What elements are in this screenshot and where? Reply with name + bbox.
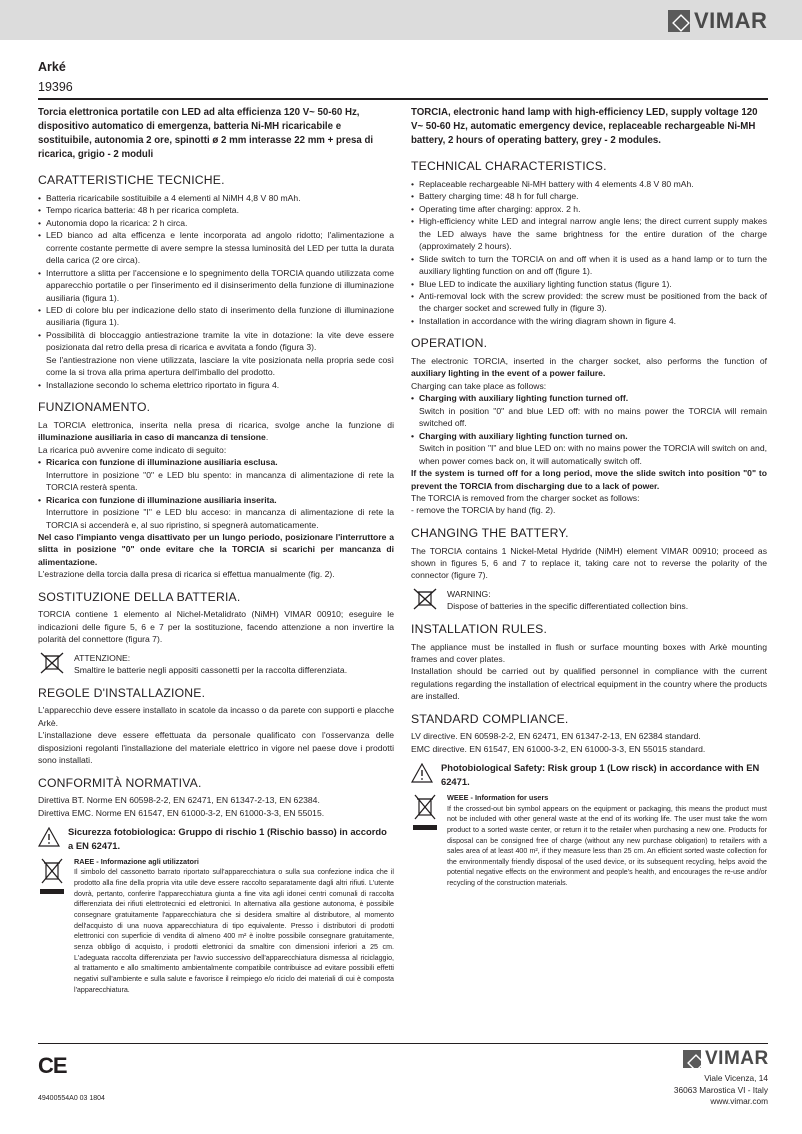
weee-notice [411, 793, 767, 889]
weee-title: WEEE - Information for users [447, 792, 549, 802]
list-item: • Ricarica con funzione di illuminazione ausiliaria inserita. [38, 494, 394, 506]
website-link[interactable]: www.vimar.com [710, 1096, 768, 1107]
brand-name: VIMAR [705, 1048, 769, 1069]
paragraph: The electronic TORCIA, inserted in the charger socket, also performs the function of auxiliary lighting in the event of a power failure. [411, 356, 767, 379]
list-item: • Charging with auxiliary lighting function turned off. [411, 392, 767, 404]
crossed-out-bin-icon [38, 652, 66, 674]
list-item: • Tempo ricarica batteria: 48 h per ricarica completa. [38, 204, 394, 216]
list-note: Interruttore in posizione "I" e LED blu acceso: in mancanza di alimentazione di rete la TORCIA si accenderà e, al suo ripristino, si spegnerà automaticamente. [46, 507, 394, 530]
list-item: • Interruttore a slitta per l'accensione e lo spegnimento della TORCIA quando utilizzata come apparecchio portatile o per l'inserimento ed il disinserimento della funzione di illuminazione ausiliaria (figura 1). [38, 267, 394, 304]
list-item: • Anti-removal lock with the screw provided: the screw must be positioned from the back of the charger socket and screwed fully in (figure 3). [411, 290, 767, 315]
weee-text: If the crossed-out bin symbol appears on the equipment or packaging, this means the product must not be included with other general waste at the end of its working life. The user must take the worn product to a sorted waste center, or return it to the retailer when purchasing a new one. Products for disposal can be consigned free of charge (without any new purchase obligation) to retailers with a sales area of at least 400 m², if they measure less than 25 cm. An efficient sorted waste collection for the environmentally friendly disposal of the used device, or its subsequent recycling, helps avoid the potential negative effects on the environment and people's health, and encourages the re-use and/or recycling of the construction materials. [447, 804, 767, 888]
warning-triangle-icon [38, 827, 60, 847]
section-title-battery-en: CHANGING THE BATTERY. [411, 525, 569, 540]
list-note: Interruttore in posizione "0" e LED blu spento: in mancanza di alimentazione di rete la TORCIA resterà spenta. [46, 469, 394, 493]
compliance-line: Direttiva EMC. Norme EN 61547, EN 61000-3-2, EN 61000-3-3, EN 55015. [38, 807, 325, 818]
divider [38, 98, 768, 100]
warning-text: Dispose of batteries in the specific differentiated collection bins. [447, 601, 689, 612]
divider [38, 1043, 768, 1044]
ce-mark: CE [38, 1053, 67, 1078]
document-code: 49400554A0 03 1804 [38, 1095, 105, 1102]
section-title-operation-en: OPERATION. [411, 336, 488, 351]
paragraph: - remove the TORCIA by hand (fig. 2). [411, 505, 556, 516]
list-item: • Blue LED to indicate the auxiliary lighting function status (figure 1). [411, 278, 767, 290]
raee-notice [38, 857, 394, 996]
brand-name: VIMAR [694, 8, 768, 33]
list-item: • LED di colore blu per indicazione dello stato di inserimento della funzione di illuminazione ausiliaria (figura 1). [38, 304, 394, 329]
compliance-line: LV directive. EN 60598-2-2, EN 62471, EN 61347-2-13, EN 62384 standard. [411, 731, 701, 742]
section-title-compliance-en: STANDARD COMPLIANCE. [411, 711, 569, 726]
product-name: Arké [38, 60, 66, 74]
list-item: • Ricarica con funzione di illuminazione ausiliaria esclusa. [38, 456, 394, 468]
paragraph: Charging can take place as follows: [411, 380, 547, 391]
photobio-notice [411, 761, 767, 788]
list-item: • Batteria ricaricabile sostituibile a 4 elementi al NiMH 4,8 V 80 mAh. [38, 192, 394, 204]
company-address [674, 1073, 768, 1108]
column-english [411, 106, 767, 889]
paragraph: L'installazione deve essere effettuata da personale qualificato con l'osservanza delle disposizioni regolanti l'installazione del materiale elettrico in vigore nel paese dove i prodotti sono installati. [38, 730, 394, 766]
list-item: • LED bianco ad alta efficenza e lente incorporata ad angolo ridotto; l'alimentazione a corrente costante permette di avere sempre la stessa luminosità del LED per tutta la durata della carica (2 ore circa). [38, 229, 394, 266]
paragraph: L'apparecchio deve essere installato in scatole da incasso o da parete con supporti e placche Arkè. [38, 705, 394, 728]
list-item: • Replaceable rechargeable Ni-MH battery with 4 elements 4.8 V 80 mAh. [411, 178, 767, 190]
list-item: • High-efficiency white LED and integral narrow angle lens; the direct current supply makes the LED always have the same brightness for the entire duration of the charge (approximately 2 hours). [411, 215, 767, 252]
section-title-tech-en: TECHNICAL CHARACTERISTICS. [411, 159, 607, 174]
paragraph: The TORCIA is removed from the charger socket as follows: [411, 492, 640, 503]
paragraph: TORCIA contiene 1 elemento al Nichel-Metalidrato (NiMH) VIMAR 00910; eseguire le indicazioni delle figure 5, 6 e 7 per la sostituzione, facendo attenzione a non invertire la polarità del connettore (figura 7). [38, 609, 394, 645]
intro-it: Torcia elettronica portatile con LED ad alta efficienza 120 V~ 50-60 Hz, dispositivo automatico di emergenza, batteria Ni-MH ricaricabile e sostituibile, autonomia 2 ore, spinotti ø 2 mm interasse 22 mm + presa di ricarica, grigio - 2 moduli [38, 107, 374, 161]
paragraph: Nel caso l'impianto venga disattivato per un lungo periodo, posizionare l'interruttore a slitta in posizione "0" onde evitare che la TORCIA si scarichi per mancanza di alimentazione. [38, 531, 394, 567]
list-item: • Operating time after charging: approx. 2 h. [411, 203, 767, 215]
warning-text: Smaltire le batterie negli appositi cassonetti per la raccolta differenziata. [74, 665, 348, 676]
paragraph: The TORCIA contains 1 Nickel-Metal Hydride (NiMH) element VIMAR 00910; proceed as shown in figures 5, 6 and 7 to replace it, taking care not to reverse the polarity of the connector (figure 7). [411, 545, 767, 581]
paragraph: La ricarica può avvenire come indicato di seguito: [38, 444, 227, 455]
intro-en: TORCIA, electronic hand lamp with high-efficiency LED, supply voltage 120 V~ 50-60 Hz, automatic emergency device, replaceable rechargeable Ni-MH battery, 2 hours of operating battery, grey - 2 modules. [411, 107, 758, 147]
battery-warning [38, 652, 394, 677]
section-title-compliance-it: CONFORMITÀ NORMATIVA. [38, 775, 202, 790]
crossed-out-bin-icon [411, 588, 439, 610]
paragraph: L'estrazione della torcia dalla presa di ricarica si effettua manualmente (fig. 2). [38, 569, 335, 580]
photobio-text: Sicurezza fotobiologica: Gruppo di rischio 1 (Rischio basso) in accordo a EN 62471. [68, 826, 387, 851]
warning-title: WARNING: [447, 588, 491, 599]
list-item: • Installazione secondo lo schema elettrico riportato in figura 4. [38, 379, 394, 391]
list-note: Switch in position "I" and blue LED on: with no mains power the TORCIA will switch on and, when power comes back on, it will automatically switch off. [419, 443, 767, 466]
list-item: • Charging with auxiliary lighting function turned on. [411, 430, 767, 442]
list-item: • Slide switch to turn the TORCIA on and off when it is used as a hand lamp or to turn the auxiliary lighting function on and off (figure 1). [411, 253, 767, 278]
crossed-out-bin-icon [38, 857, 66, 897]
vimar-logo [683, 1048, 769, 1070]
section-title-battery-it: SOSTITUZIONE DELLA BATTERIA. [38, 589, 241, 604]
photobio-notice [38, 825, 394, 852]
crossed-out-bin-icon [411, 793, 439, 833]
warning-title: ATTENZIONE: [74, 652, 131, 663]
section-title-operation-it: FUNZIONAMENTO. [38, 400, 151, 415]
battery-warning [411, 588, 767, 613]
address-line: Viale Vicenza, 14 [704, 1073, 768, 1083]
paragraph: Installation should be carried out by qualified personnel in compliance with the current regulations regarding the installation of electrical equipment in the country where the products are installed. [411, 666, 767, 702]
compliance-line: Direttiva BT. Norme EN 60598-2-2, EN 62471, EN 61347-2-13, EN 62384. [38, 795, 320, 806]
product-code: 19396 [38, 80, 73, 94]
compliance-line: EMC directive. EN 61547, EN 61000-3-2, EN 61000-3-3, EN 55015 standard. [411, 743, 706, 754]
list-item: • Battery charging time: 48 h for full charge. [411, 190, 767, 202]
paragraph: If the system is turned off for a long period, move the slide switch into position "0" to prevent the TORCIA from discharging due to a lack of power. [411, 468, 767, 491]
photobio-text: Photobiological Safety: Risk group 1 (Low risck) in accordance with EN 62471. [441, 762, 760, 788]
vimar-logo-icon [668, 10, 690, 32]
list-note: Se l'antiestrazione non viene utilizzata, lasciare la vite posizionata nella propria sede così come la si trova alla prima apertura dell'imballo del prodotto. [46, 354, 394, 378]
section-title-install-en: INSTALLATION RULES. [411, 621, 548, 636]
paragraph: La TORCIA elettronica, inserita nella presa di ricarica, svolge anche la funzione di illuminazione ausiliaria in caso di mancanza di tensione. [38, 419, 394, 443]
column-italian [38, 106, 394, 995]
list-item: • Installation in accordance with the wiring diagram shown in figure 4. [411, 315, 767, 327]
warning-triangle-icon [411, 763, 433, 783]
paragraph: The appliance must be installed in flush or surface mounting boxes with Arkè mounting frames and cover plates. [411, 641, 767, 664]
list-item: • Possibilità di bloccaggio antiestrazione tramite la vite in dotazione: la vite deve essere posizionata dal retro della presa di ricarica e avvitata a fondo (figura 3). [38, 329, 394, 354]
section-title-install-it: REGOLE D'INSTALLAZIONE. [38, 685, 206, 700]
list-note: Switch in position "0" and blue LED off: with no mains power the TORCIA will remain switched off. [419, 405, 767, 429]
list-item: • Autonomia dopo la ricarica: 2 h circa. [38, 217, 394, 229]
vimar-logo-icon [683, 1050, 701, 1068]
address-line: 36063 Marostica VI - Italy [673, 1084, 768, 1095]
raee-title: RAEE - Informazione agli utilizzatori [74, 856, 199, 866]
raee-text: Il simbolo del cassonetto barrato riportato sull'apparecchiatura o sulla sua confezione indica che il prodotto alla fine della propria vita utile deve essere raccolto separatamente dagli altri rifiuti. L'utente dovrà, pertanto, conferire l'apparecchiatura giunta a fine vita agli idonei centri comunali di raccolta differenziata dei rifiuti elettrotecnici ed elettronici. In alternativa alla gestione autonoma, è possibile consegnare gratuitamente l'apparecchiatura che si desidera smaltire al distributore, al momento dell'acquisto di una nuova apparecchiatura di tipo equivalente. Presso i distributori di prodotti elettronici con superficie di vendita di almeno 400 m² è inoltre possibile consegnare gratuitamente, senza obbligo di acquisto, i prodotti elettronici da smaltire con dimensioni inferiori a 25 cm. L'adeguata raccolta differenziata per l'avvio successivo dell'apparecchiatura dismessa al riciclaggio, al trattamento e allo smaltimento ambientalmente compatibile contribuisce ad evitare possibili effetti negativi sull'ambiente e sulla salute e favorisce il reimpiego e/o riciclo dei materiali di cui è composta l'apparecchiatura. [74, 868, 394, 994]
section-title-tech-it: CARATTERISTICHE TECNICHE. [38, 173, 225, 188]
vimar-logo [668, 8, 767, 34]
